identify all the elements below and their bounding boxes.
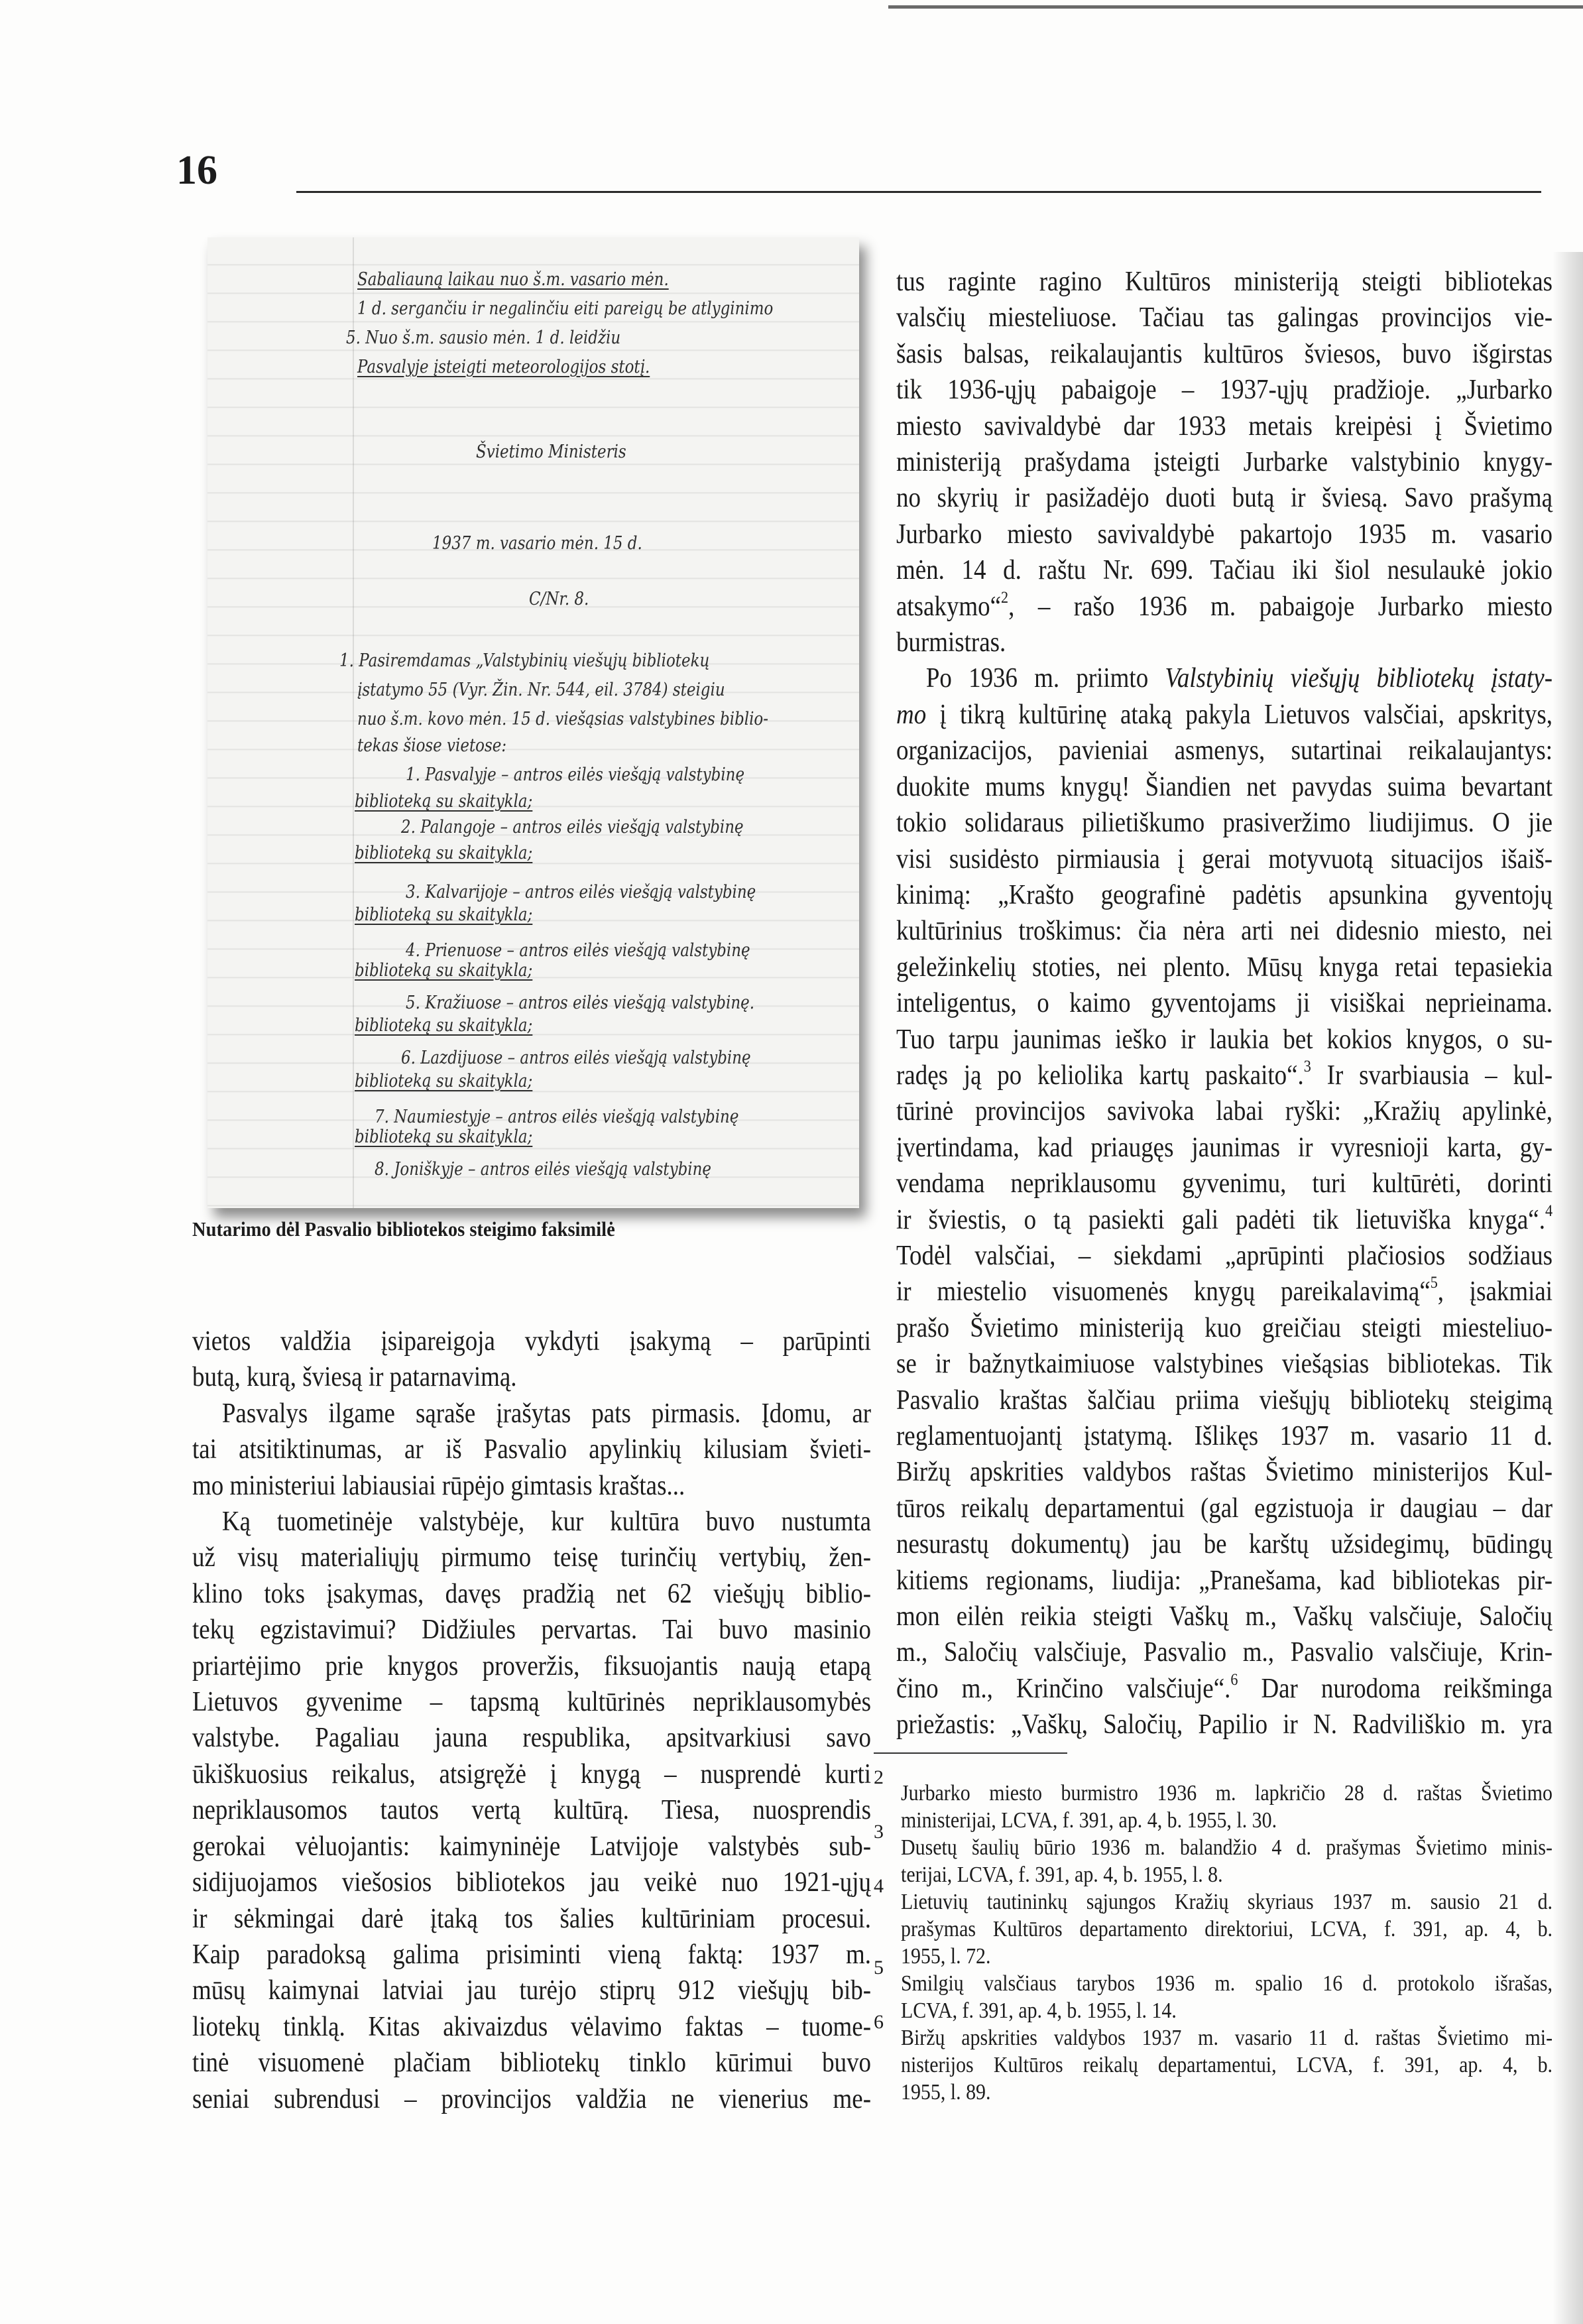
handwritten-line: įstatymo 55 (Vyr. Žin. Nr. 544, eil. 3784) steigiu xyxy=(357,680,725,700)
text-line xyxy=(901,2024,1553,2051)
text-line xyxy=(192,1648,871,1684)
text-line-content xyxy=(896,589,1553,625)
text-line xyxy=(896,1202,1553,1238)
handwritten-line: 4. Prienuose – antros eilės viešąją valstybinę xyxy=(406,940,750,961)
text-line xyxy=(896,877,1553,913)
paragraph xyxy=(896,264,1553,660)
text-line xyxy=(192,1901,871,1937)
text-line-content: tūros reikalų departamentui (gal egzistuoja ir daugiau – dar xyxy=(896,1493,1553,1524)
handwritten-line: 1 d. sergančiu ir negalinčiu eiti pareigų be atlyginimo xyxy=(357,298,774,319)
footnote-number: 6 xyxy=(874,2011,884,2033)
text-line xyxy=(192,1432,871,1467)
text-line xyxy=(896,517,1553,552)
footnotes xyxy=(874,1766,1553,2106)
text-line-content: Kaip paradoksą galima prisiminti vieną faktą: 1937 m. xyxy=(192,1939,872,1970)
text-line-content: seniai subrendusi – provincijos valdžia ne vienerius me- xyxy=(192,2083,872,2114)
handwritten-line: biblioteką su skaitykla; xyxy=(355,904,533,925)
text-line xyxy=(192,1323,871,1359)
text-line-content: Biržų apskrities valdybos raštas Švietimo ministerijos Kul- xyxy=(896,1457,1553,1488)
text-line xyxy=(192,1973,871,2008)
text-line xyxy=(896,1634,1553,1670)
text-line-content: tokio solidaraus pilietiškumo prasiveržimo liudijimus. O jie xyxy=(896,808,1553,839)
text-segment: Po 1936 m. priimto xyxy=(925,663,1165,694)
text-line xyxy=(192,1504,871,1540)
text-line-content: Jurbarko miesto burmistro 1936 m. lapkričio 28 d. raštas Švietimo xyxy=(901,1781,1553,1805)
text-line-content: tik 1936-ųjų pabaigoje – 1937-ųjų pradžioje. „Jurbarko xyxy=(896,375,1553,406)
text-line xyxy=(896,1526,1553,1562)
text-line-content: įvertindama, kad priaugęs jaunimas ir vyresnioji karta, gy- xyxy=(896,1132,1553,1163)
text-line-content: klino toks įsakymas, davęs pradžią net 62 viešųjų biblio- xyxy=(192,1578,872,1609)
text-line-content: priežastis: „Vaškų, Saločių, Papilio ir N. Radviliškio m. yra xyxy=(896,1709,1553,1741)
text-line-content: vietos valdžia įsipareigoja vykdyti įsakymą – parūpinti xyxy=(192,1326,872,1357)
text-line-content: prašymas Kultūros departamento direktoriui, LCVA, f. 391, ap. 4, b. xyxy=(901,1917,1553,1941)
text-line-content: Todėl valsčiai, – siekdami „aprūpinti plačiosios sodžiaus xyxy=(896,1240,1553,1271)
text-line-content: geležinkelių stoties, nei plento. Mūsų knyga retai tepasiekia xyxy=(896,951,1553,983)
text-line-content xyxy=(896,1274,1553,1310)
text-line-content xyxy=(896,697,1553,733)
handwritten-line: 3. Kalvarijoje – antros eilės viešąją valstybinę xyxy=(406,882,756,902)
text-segment: , įsakmiai xyxy=(1437,1276,1553,1308)
text-line-content: Pasvalio kraštas šalčiau priima viešųjų bibliotekų steigimą xyxy=(896,1384,1553,1416)
text-line xyxy=(896,1454,1553,1490)
text-line-content: Biržų apskrities valdybos 1937 m. vasario 11 d. raštas Švietimo mi- xyxy=(901,2026,1553,2050)
text-line xyxy=(896,1382,1553,1418)
text-line-content: Pasvalys ilgame sąraše įrašytas pats pirmasis. Įdomu, ar xyxy=(221,1398,872,1429)
text-line-content: kinimą: „Krašto geografinė padėtis apsunkina gyventojų xyxy=(896,879,1553,910)
text-line xyxy=(896,1563,1553,1599)
text-line xyxy=(192,1576,871,1612)
text-line-content: inteligentus, o kaimo gyventojams ji visiškai neprieinama. xyxy=(896,988,1553,1019)
text-line-content xyxy=(896,1202,1553,1238)
handwritten-line: nuo š.m. kovo mėn. 15 d. viešąsias valstybines biblio- xyxy=(357,709,769,729)
paragraph xyxy=(896,660,1553,1743)
text-line xyxy=(192,1612,871,1648)
text-line-content: sidijuojamos viešosios bibliotekos jau veikė nuo 1921-ųjų xyxy=(192,1867,872,1898)
footnote xyxy=(874,1766,1553,1834)
text-line-content: burmistras. xyxy=(896,627,1006,658)
text-line xyxy=(192,2009,871,2045)
text-line xyxy=(896,841,1553,877)
text-segment: radęs ją po keliolika kartų paskaito“. xyxy=(896,1060,1304,1091)
handwritten-line: biblioteką su skaitykla; xyxy=(355,960,533,981)
handwritten-line: biblioteką su skaitykla; xyxy=(355,1127,533,1147)
handwritten-line: Pasvalyje įsteigti meteorologijos stotį. xyxy=(357,357,650,377)
text-line-content: ministerijai, LCVA, f. 391, ap. 4, b. 1955, l. 30. xyxy=(901,1808,1277,1833)
text-line xyxy=(896,697,1553,733)
text-line xyxy=(901,1834,1553,1861)
handwritten-line: 5. Nuo š.m. sausio mėn. 1 d. leidžiu xyxy=(346,328,621,348)
text-line xyxy=(192,1540,871,1575)
text-line-content: Smilgių valsčiaus tarybos 1936 m. spalio 16 d. protokolo išrašas, xyxy=(901,1971,1553,1996)
text-line-content: tūrinė provincijos savivoka labai ryški: „Kražių apylinkė, xyxy=(896,1096,1553,1127)
text-line xyxy=(192,1865,871,1900)
handwritten-line: biblioteką su skaitykla; xyxy=(355,1015,533,1036)
text-line-content: už visų materialiųjų pirmumo teisę turinčių vertybių, žen- xyxy=(192,1542,872,1573)
text-line-content: m., Saločių valsčiuje, Pasvalio m., Pasvalio valsčiuje, Krin- xyxy=(896,1637,1553,1668)
text-line xyxy=(192,1396,871,1432)
text-line xyxy=(901,1861,1553,1888)
text-line-content: ūkiškuosius reikalus, atsigręžė į knygą – nusprendė kurti xyxy=(192,1758,872,1790)
handwritten-line: 1. Pasiremdamas „Valstybinių viešųjų bibliotekų xyxy=(339,650,710,671)
italic-title: mo xyxy=(896,699,927,730)
text-line-content: 1955, l. 89. xyxy=(901,2080,991,2105)
text-line-content xyxy=(896,1058,1553,1093)
text-line-content: nisterijos Kultūros reikalų departamentui, LCVA, f. 391, ap. 4, b. xyxy=(901,2053,1553,2077)
text-line-content xyxy=(896,660,1553,696)
handwritten-line: 2. Palangoje – antros eilės viešąją valstybinę xyxy=(401,817,744,837)
handwritten-line: Švietimo Ministeris xyxy=(476,442,626,462)
text-line-content: Lietuvos gyvenime – tapsmą kultūrinės nepriklausomybės xyxy=(192,1687,872,1718)
handwritten-line: 8. Joniškyje – antros eilės viešąją valstybinę xyxy=(375,1159,711,1180)
text-line-content: butą, kurą, šviesą ir patarnavimą. xyxy=(192,1362,517,1393)
footnote-number: 5 xyxy=(874,1957,884,1979)
footnote xyxy=(874,1821,1553,1888)
text-line xyxy=(192,1359,871,1395)
text-line-content: priartėjimo prie knygos proveržis, fiksuojantis naują etapą xyxy=(192,1650,872,1682)
footnote-number: 2 xyxy=(874,1766,884,1788)
text-line xyxy=(896,444,1553,480)
text-line-content: tai atsitiktinumas, ar iš Pasvalio apylinkių kilusiam švieti- xyxy=(192,1434,872,1465)
facsimile-image xyxy=(207,237,859,1208)
text-line-content: mėn. 14 d. raštu Nr. 699. Tačiau iki šiol nesulaukė jokio xyxy=(896,555,1553,586)
text-line xyxy=(901,1916,1553,1943)
footnote-reference[interactable]: 6 xyxy=(1230,1670,1238,1689)
text-line xyxy=(896,408,1553,444)
text-line-content: terijai, LCVA, f. 391, ap. 4, b. 1955, l. 8. xyxy=(901,1863,1223,1887)
footnote xyxy=(874,1957,1553,2024)
text-line xyxy=(901,1970,1553,1997)
text-line-content: no skyrių ir pasižadėjo duoti butą ir šviesą. Savo prašymą xyxy=(896,483,1553,514)
footnote-reference[interactable]: 5 xyxy=(1430,1274,1438,1292)
page-number: 16 xyxy=(176,148,217,193)
text-line xyxy=(901,1780,1553,1807)
text-line-content: kitiems regionams, liudija: „Pranešama, kad bibliotekas pir- xyxy=(896,1565,1553,1596)
text-line xyxy=(896,336,1553,372)
text-line xyxy=(896,1707,1553,1743)
text-line xyxy=(896,1022,1553,1058)
text-line xyxy=(896,1130,1553,1166)
text-line-content: mūsų kaimynai latviai jau turėjo stiprų 912 viešųjų bib- xyxy=(192,1975,872,2006)
footnote-number: 3 xyxy=(874,1821,884,1843)
text-line xyxy=(192,1792,871,1828)
text-line xyxy=(896,660,1553,696)
text-segment: ir šviestis, o tą pasiekti gali padėti tik lietuviška knyga“. xyxy=(896,1204,1545,1235)
text-segment: , – rašo 1936 m. pabaigoje Jurbarko miesto xyxy=(1008,591,1553,622)
text-line-content: Dusetų šaulių būrio 1936 m. balandžio 4 d. prašymas Švietimo minis- xyxy=(901,1835,1553,1860)
handwritten-line: C/Nr. 8. xyxy=(529,589,589,609)
text-segment: į tikrą kultūrinę ataką pakyla Lietuvos valsčiai, apskritys, xyxy=(926,699,1553,730)
text-line-content: visi susidėsto pirmiausia į gerai motyvuotą situacijos išaiš- xyxy=(896,843,1553,875)
text-line-content: Jurbarko miesto savivaldybė pakartojo 1935 m. vasario xyxy=(896,519,1553,550)
footnote xyxy=(874,2011,1553,2106)
text-line xyxy=(896,372,1553,408)
scan-top-edge-line xyxy=(888,5,1583,9)
text-line xyxy=(896,913,1553,949)
handwritten-line: biblioteką su skaitykla; xyxy=(355,791,533,812)
text-line xyxy=(896,589,1553,625)
text-line xyxy=(896,805,1553,841)
text-line xyxy=(896,625,1553,660)
text-line-content: miesto savivaldybė dar 1933 metais kreipėsi į Švietimo xyxy=(896,410,1553,442)
handwritten-line: 7. Naumiestyje – antros eilės viešąją valstybinę xyxy=(375,1107,739,1127)
handwritten-line: biblioteką su skaitykla; xyxy=(355,1071,533,1091)
text-line-content: ministeriją prašydama įsteigti Jurbarke valstybinio knygy- xyxy=(896,447,1553,478)
text-line-content: ir sėkmingai darė įtaką tos šalies kultūriniam procesui. xyxy=(192,1903,872,1934)
text-segment: čino m., Krinčino valsčiuje“. xyxy=(896,1673,1231,1704)
text-line-content: LCVA, f. 391, ap. 4, b. 1955, l. 14. xyxy=(901,1998,1177,2023)
text-line-content: tekų egzistavimui? Didžiules pervartas. Tai buvo masinio xyxy=(192,1615,872,1646)
footnote-reference[interactable]: 2 xyxy=(1001,588,1009,607)
text-line xyxy=(896,1310,1553,1346)
text-line xyxy=(192,2045,871,2081)
text-line xyxy=(896,733,1553,768)
handwritten-line: Sabaliauną laikau nuo š.m. vasario mėn. xyxy=(357,269,669,290)
text-segment: Ir svarbiausia – kul- xyxy=(1311,1060,1553,1091)
text-line-content: šasis balsas, reikalaujantis kultūros šviesos, buvo išgirstas xyxy=(896,338,1553,369)
text-line-content: prašo Švietimo ministeriją kuo greičiau steigti miesteliuo- xyxy=(896,1312,1553,1343)
text-line xyxy=(896,1238,1553,1274)
paper-margin-line xyxy=(353,237,354,1208)
text-line xyxy=(192,1468,871,1504)
text-line xyxy=(896,1491,1553,1526)
handwritten-line: biblioteką su skaitykla; xyxy=(355,843,533,863)
text-line xyxy=(192,1937,871,1973)
text-segment: Dar nurodoma reikšminga xyxy=(1238,1673,1553,1704)
text-line xyxy=(901,2051,1553,2079)
text-line xyxy=(192,2081,871,2117)
left-text-column xyxy=(192,1323,871,2117)
text-line-content: gerokai vėluojantis: kaimyninėje Latvijoje valstybės sub- xyxy=(192,1831,872,1862)
text-line-content: nesurastų dokumentų) jau be karštų užsidegimų, būdingų xyxy=(896,1529,1553,1560)
text-line xyxy=(896,1274,1553,1310)
footnote-separator xyxy=(874,1752,1067,1754)
handwritten-line: 6. Lazdijuose – antros eilės viešąją valstybinę xyxy=(401,1048,751,1068)
text-line-content: Lietuvių tautininkų sąjungos Kražių skyriaus 1937 m. sausio 21 d. xyxy=(901,1890,1553,1914)
paragraph xyxy=(192,1323,871,1396)
text-line-content: Tuo tarpu jaunimas ieško ir laukia bet kokios knygos, o su- xyxy=(896,1024,1553,1055)
text-line xyxy=(901,2079,1553,2106)
text-line xyxy=(896,1599,1553,1634)
italic-title: Valstybinių viešųjų bibliotekų įstaty- xyxy=(1165,663,1553,694)
paragraph xyxy=(192,1396,871,1504)
text-line xyxy=(901,1888,1553,1916)
text-line-content: mon eilėn reikia steigti Vaškų m., Vaškų valsčiuje, Saločių xyxy=(896,1601,1553,1632)
figure-caption: Nutarimo dėl Pasvalio bibliotekos steigimo faksimilė xyxy=(192,1217,615,1241)
paragraph xyxy=(192,1504,871,2117)
text-line-content: Ką tuometinėje valstybėje, kur kultūra buvo nustumta xyxy=(221,1506,872,1538)
text-line-content: valstybe. Pagaliau jauna respublika, apsitvarkiusi savo xyxy=(192,1723,872,1754)
right-text-column xyxy=(896,264,1553,1743)
text-line xyxy=(896,1093,1553,1129)
text-line xyxy=(896,949,1553,985)
text-line xyxy=(896,1346,1553,1382)
text-line-content: tinė visuomenė plačiam bibliotekų tinklo kūrimui buvo xyxy=(192,2048,872,2079)
text-line xyxy=(192,1720,871,1756)
text-line-content: reglamentuojantį įstatymą. Išlikęs 1937 m. vasario 11 d. xyxy=(896,1421,1553,1451)
footnote-reference[interactable]: 3 xyxy=(1303,1058,1311,1076)
text-line xyxy=(192,1756,871,1792)
text-line-content: organizacijos, pavieniai asmenys, sutartinai reikalaujantys: xyxy=(896,735,1553,766)
handwritten-line: tekas šiose vietose: xyxy=(357,735,507,756)
text-line xyxy=(192,1829,871,1865)
text-line xyxy=(901,1943,1553,1970)
text-line xyxy=(896,985,1553,1021)
text-line xyxy=(901,1807,1553,1834)
text-line-content: nepriklausomos tautos vertą kultūrą. Tiesa, nuosprendis xyxy=(192,1795,872,1826)
text-line xyxy=(896,300,1553,336)
text-line-content: liotekų tinklą. Kitas akivaizdus vėlavimo faktas – tuome- xyxy=(192,2011,872,2042)
handwritten-line: 1937 m. vasario mėn. 15 d. xyxy=(432,533,642,554)
text-line xyxy=(896,264,1553,300)
text-line xyxy=(896,1671,1553,1707)
text-line xyxy=(896,1166,1553,1201)
text-line-content: duokite mums knygų! Šiandien net pavydas suima bevartant xyxy=(896,771,1553,802)
footnote-number: 4 xyxy=(874,1875,884,1897)
text-line xyxy=(896,552,1553,588)
page-edge-shadow xyxy=(1553,252,1583,2324)
text-line-content: vendama nepriklausomu gyvenimu, turi kultūrėti, dorinti xyxy=(896,1168,1553,1199)
text-line xyxy=(896,1058,1553,1093)
footnote-reference[interactable]: 4 xyxy=(1545,1201,1553,1220)
text-line xyxy=(192,1684,871,1720)
text-segment: ir miestelio visuomenės knygų pareikalavimą“ xyxy=(896,1276,1431,1308)
text-line xyxy=(901,1997,1553,2024)
text-line-content: valsčių miesteliuose. Tačiau tas galingas provincijos vie- xyxy=(896,302,1553,334)
header-rule xyxy=(296,191,1541,193)
text-line-content: tus raginte ragino Kultūros ministeriją steigti bibliotekas xyxy=(896,267,1553,297)
handwritten-line: 5. Kražiuose – antros eilės viešąją valstybinę. xyxy=(406,993,754,1013)
text-line-content: mo ministeriui labiausiai rūpėjo gimtasis kraštas... xyxy=(192,1470,685,1501)
text-line xyxy=(896,769,1553,805)
handwritten-line: 1. Pasvalyje – antros eilės viešąją valstybinę xyxy=(406,764,745,785)
text-line-content: kultūrinius troškimus: čia nėra arti nei didesnio miesto, nei xyxy=(896,916,1553,947)
text-segment: atsakymo“ xyxy=(896,591,1002,622)
text-line-content: se ir bažnytkaimiuose valstybines viešąsias bibliotekas. Tik xyxy=(896,1349,1553,1380)
text-line xyxy=(896,480,1553,516)
text-line-content xyxy=(896,1671,1553,1707)
text-line-content: 1955, l. 72. xyxy=(901,1944,991,1969)
text-line xyxy=(896,1418,1553,1454)
